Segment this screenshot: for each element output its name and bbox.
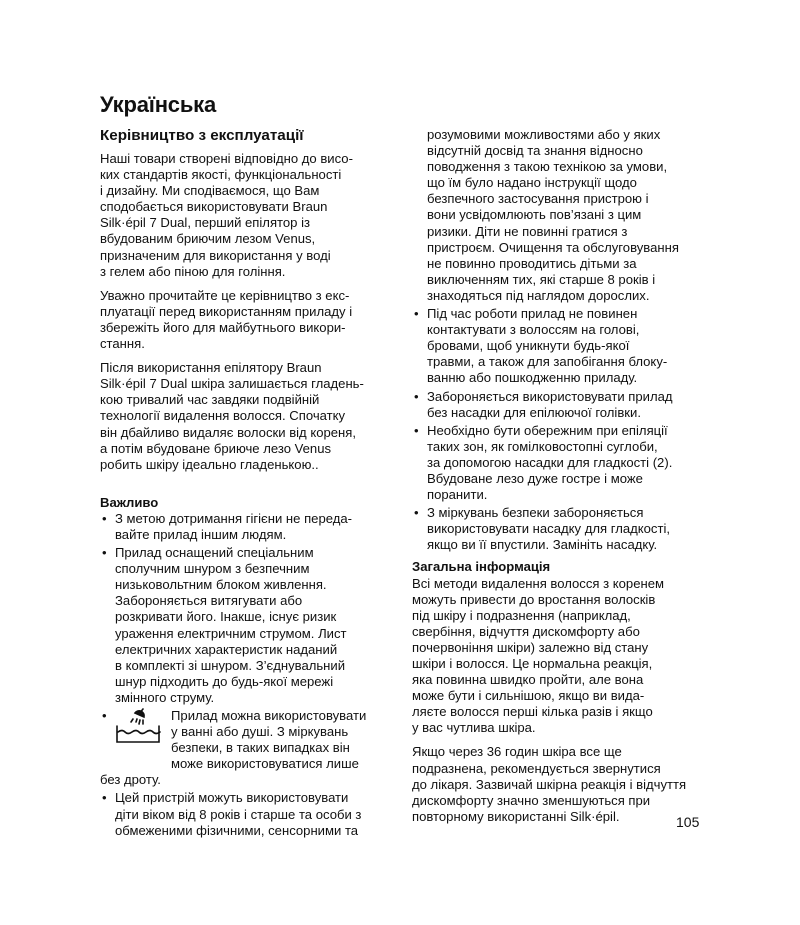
text-line: з гелем або піною для гоління. [100, 263, 286, 279]
page-number: 105 [676, 814, 700, 830]
text-line: ураження електричним струмом. Лист [115, 625, 347, 641]
text-line: поранити. [427, 487, 488, 503]
text-line: шкіри і волосся. Це нормальна реакція, [412, 656, 653, 671]
text-line: • З міркувань безпеки забороняється [427, 505, 644, 521]
text-line: • Цей пристрій можуть використовувати [115, 790, 349, 806]
text-line: виключенням тих, які старше 8 років і [427, 271, 656, 287]
text-line: пристроєм. Очищення та обслуговування [427, 239, 679, 255]
text-line: • Необхідно бути обережним при епіляції [427, 422, 668, 438]
text-line: електричних характеристик наданий [115, 641, 338, 657]
bullet-item [100, 511, 392, 543]
text-line: шнур підходить до будь-якої мережі [115, 673, 334, 689]
text-line: вбудованим бриючим лезом Venus, [100, 231, 316, 247]
text-line: подразнена, рекомендується звернутися [412, 760, 661, 776]
general-paragraph-2 [412, 744, 704, 824]
text-line: Silk·épil 7 Dual, перший епілятор із [100, 215, 311, 231]
text-line: Наші товари створені відповідно до висо- [100, 151, 353, 166]
text-line: знаходяться під наглядом дорослих. [427, 287, 650, 303]
text-line: що їм було надано інструкції щодо [427, 175, 637, 191]
text-line: в комплекті зі шнуром. З’єднувальний [115, 657, 346, 673]
text-line: робить шкіру ідеально гладенькою.. [100, 456, 319, 472]
text-line: може використовуватися лише [171, 756, 359, 772]
text-line: травми, а також для запобігання блоку- [427, 354, 668, 370]
right-column [412, 127, 704, 833]
text-line: Уважно прочитайте це керівництво з екс- [100, 287, 350, 303]
text-line: сполучним шнуром з безпечним [115, 561, 310, 577]
text-line: збережіть його для майбутнього викори- [100, 319, 346, 335]
left-column [100, 127, 392, 841]
text-line: Вбудоване лезо дуже гостре і може [427, 470, 643, 486]
intro-paragraph [100, 151, 392, 280]
text-line: без насадки для епілюючої голівки. [427, 404, 641, 420]
bullet-item [412, 306, 704, 386]
text-line: відсутній досвід та знання відносно [427, 143, 643, 159]
text-line: Якщо через 36 годин шкіра все ще [412, 744, 622, 760]
text-line: яка повинна швидко пройти, але вона [412, 672, 644, 688]
text-line: вони усвідомлюють пов’язані з цим [427, 207, 642, 223]
text-line: таких зон, як гомілковостопні суглоби, [427, 438, 658, 454]
text-line: під шкіру і подразнення (наприклад, [412, 607, 631, 623]
section-heading-general: Загальна інформація [412, 559, 551, 575]
text-line: у ванні або душі. З міркувань [171, 724, 349, 740]
text-line: змінного струму. [115, 689, 215, 705]
shower-bath-icon [115, 708, 163, 746]
page-title: Українська [100, 92, 217, 117]
text-line: використовувати насадку для гладкості, [427, 521, 671, 537]
bullet-item [412, 389, 704, 421]
text-line: кою тривалий час завдяки подвійній [100, 392, 320, 408]
general-paragraph-1 [412, 576, 704, 737]
text-line: за допомогою насадки для гладкості (2). [427, 454, 673, 470]
text-line: бровами, щоб уникнути будь-якої [427, 338, 630, 354]
text-line: може бути і сильнішою, якщо ви вида- [412, 688, 645, 704]
text-line: стання. [100, 336, 145, 352]
bullet-item-shower [100, 708, 392, 788]
text-line: вайте прилад іншим людям. [115, 526, 287, 542]
text-line: розумовими можливостями або у яких [427, 127, 661, 142]
text-line: • З метою дотримання гігієни не переда- [115, 510, 353, 526]
text-line: можуть привести до вростання волосків [412, 591, 656, 607]
text-line: • Прилад оснащений спеціальним [115, 545, 314, 561]
text-line: контактувати з волоссям на голові, [427, 322, 640, 338]
text-line: він дбайливо видаляє волоски від кореня, [100, 424, 357, 440]
text-line: безпеки, в таких випадках він [171, 740, 350, 756]
text-line: ляєте волосся перші кілька разів і якщо [412, 704, 653, 720]
text-line: безпечного застосування пристрою і [427, 191, 649, 207]
text-line: до лікаря. Зазвичай шкірна реакція і відчуття [412, 776, 687, 792]
read-manual-paragraph [100, 288, 392, 352]
text-line: почервоніння шкіри) залежно від стану [412, 639, 649, 655]
text-line: і дизайну. Ми сподіваємося, що Вам [100, 183, 320, 199]
text-line: розкривати його. Інакше, існує ризик [115, 609, 337, 625]
text-line: не повинно проводитись дітьми за [427, 255, 637, 271]
text-line: ризики. Діти не повинні гратися з [427, 223, 628, 239]
after-use-paragraph [100, 360, 392, 473]
text-line: діти віком від 8 років і старше та особи з [115, 806, 362, 822]
text-line: без дроту. [100, 772, 161, 788]
text-line: свербіння, відчуття дискомфорту або [412, 623, 640, 639]
bullet-item [412, 423, 704, 503]
text-line: обмеженими фізичними, сенсорними та [115, 822, 359, 838]
text-line: Silk·épil 7 Dual шкіра залишається гладень- [100, 376, 364, 392]
bullet-item [100, 790, 392, 838]
text-line: ких стандартів якості, функціональності [100, 167, 342, 183]
text-line: низьковольтним блоком живлення. [115, 577, 327, 593]
text-line: Після використання епілятору Braun [100, 360, 322, 376]
text-line: • Забороняється використовувати прилад [427, 388, 673, 404]
text-line: призначеним для використання у воді [100, 247, 331, 263]
bullet-item [412, 505, 704, 553]
text-line: сподобається використовувати Braun [100, 199, 328, 215]
text-line: плуатації перед використанням приладу і [100, 303, 353, 319]
text-line: у вас чутлива шкіра. [412, 720, 536, 736]
text-line: поводження з такою технікою за умови, [427, 159, 668, 175]
text-line: ванню або пошкодженню приладу. [427, 370, 638, 386]
bullet-continuation [427, 127, 704, 304]
text-line: а потім вбудоване бриюче лезо Venus [100, 440, 332, 456]
text-line: якщо ви її впустили. Замініть насадку. [427, 537, 658, 553]
text-line: технології видалення волосся. Спочатку [100, 408, 346, 424]
text-line: • Під час роботи прилад не повинен [427, 306, 638, 322]
section-heading-important: Важливо [100, 494, 159, 510]
text-line: • Прилад можна використовувати [171, 708, 367, 723]
section-heading-manual: Керівництво з експлуатації [100, 127, 304, 144]
text-line: Всі методи видалення волосся з коренем [412, 575, 664, 591]
text-line: дискомфорту значно зменшуються при [412, 792, 651, 808]
text-line: Забороняється витягувати або [115, 593, 303, 609]
text-line: повторному використанні Silk·épil. [412, 808, 620, 824]
bullet-item [100, 545, 392, 706]
